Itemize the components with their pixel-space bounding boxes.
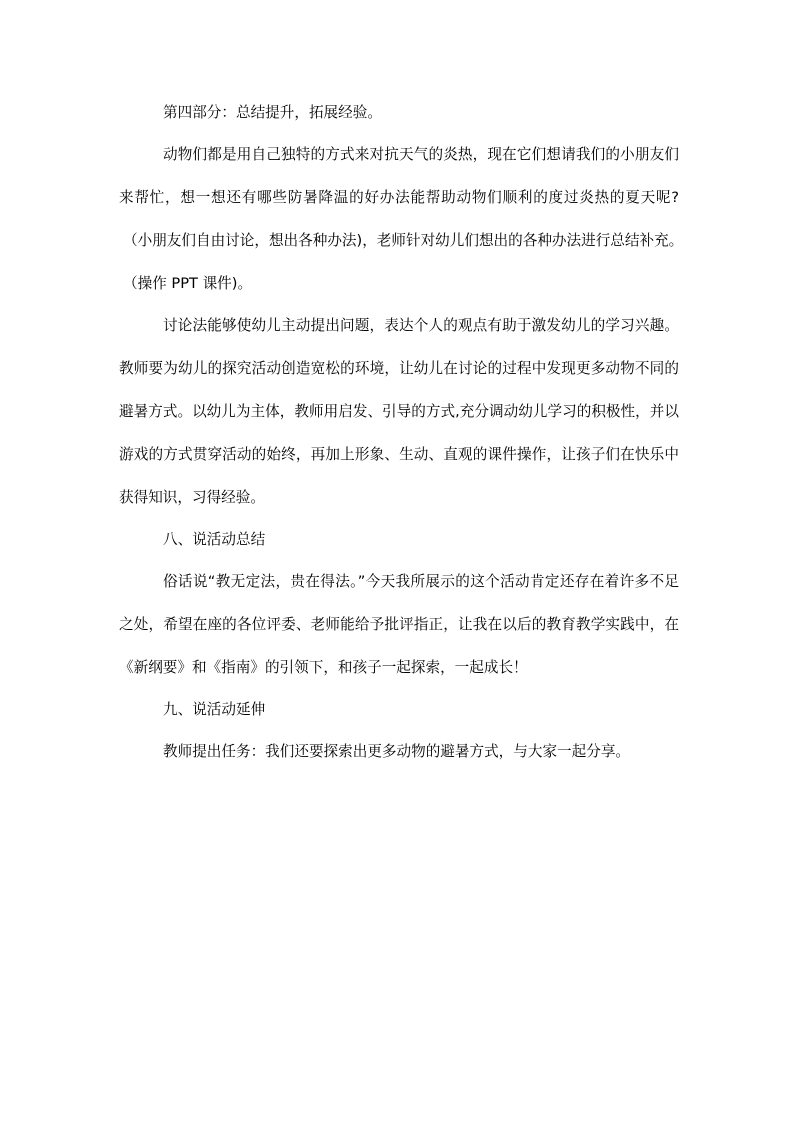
section-heading-extension: 九、说活动延伸	[163, 701, 266, 718]
paragraph-line: 教师提出任务：我们还要探索出更多动物的避暑方式，与大家一起分享。	[163, 743, 631, 760]
paragraph-line: （操作 PPT 课件)。	[123, 275, 253, 292]
paragraph-line: 获得知识，习得经验。	[119, 489, 265, 506]
paragraph-line: 避暑方式。以幼儿为主体，教师用启发、引导的方式,充分调动幼儿学习的积极性，并以	[119, 403, 679, 420]
paragraph-line: （小朋友们自由讨论，想出各种办法)，老师针对幼儿们想出的各种办法进行总结补充。	[123, 232, 684, 249]
document-body	[119, 103, 684, 762]
paragraph-line: 之处，希望在座的各位评委、老师能给予批评指正，让我在以后的教育教学实践中，在	[119, 616, 679, 633]
paragraph-line: 来帮忙，想一想还有哪些防暑降温的好办法能帮助动物们顺利的度过炎热的夏天呢?	[119, 189, 679, 206]
section-heading-summary: 八、说活动总结	[163, 531, 266, 548]
paragraph-line: 俗话说“教无定法，贵在得法。”今天我所展示的这个活动肯定还存在着许多不足	[163, 573, 679, 590]
paragraph-line: 讨论法能够使幼儿主动提出问题，表达个人的观点有助于激发幼儿的学习兴趣。	[163, 317, 679, 334]
section-heading-part-four: 第四部分：总结提升，拓展经验。	[163, 104, 382, 121]
paragraph-line: 游戏的方式贯穿活动的始终，再加上形象、生动、直观的课件操作，让孩子们在快乐中	[119, 446, 679, 463]
paragraph-line: 动物们都是用自己独特的方式来对抗天气的炎热，现在它们想请我们的小朋友们	[163, 146, 679, 163]
paragraph-line: 《新纲要》和《指南》的引领下，和孩子一起探索，一起成长！	[119, 659, 528, 676]
paragraph-line: 教师要为幼儿的探究活动创造宽松的环境，让幼儿在讨论的过程中发现更多动物不同的	[119, 360, 679, 377]
